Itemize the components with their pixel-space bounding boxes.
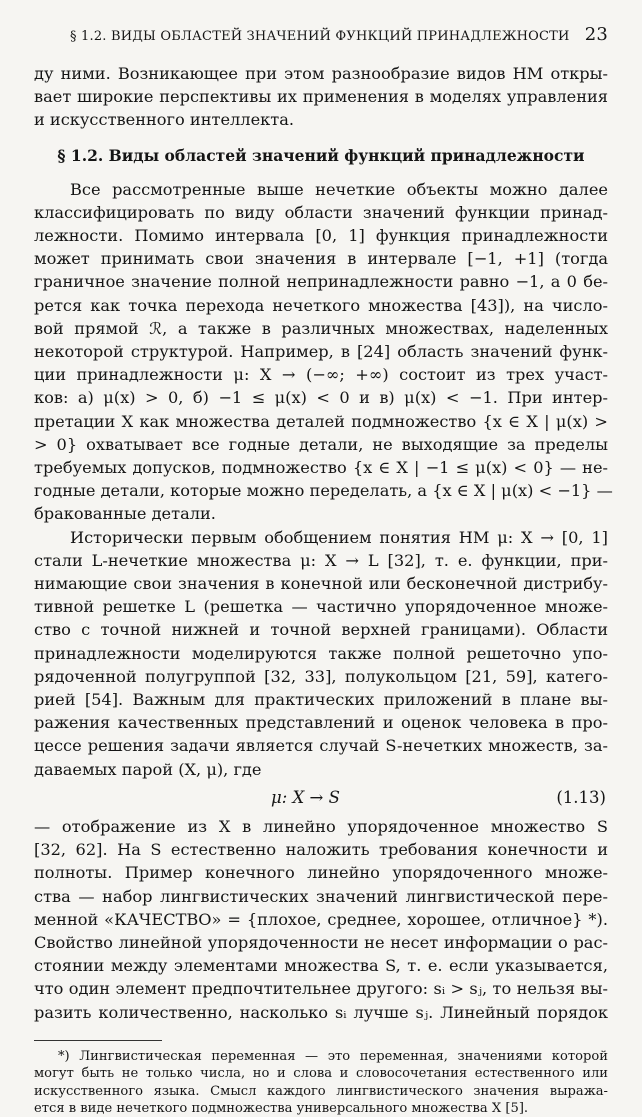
- text-line: стали L-нечеткие множества μ: X → L [32], т. е. функции, при-: [34, 550, 608, 570]
- footnote-line: *) Лингвистическая переменная — это переменная, значениями которой: [58, 1048, 608, 1064]
- formula-expression: μ: X → S: [271, 787, 340, 807]
- text-line: претации X как множества деталей подмножество {x ∈ X | μ(x) >: [34, 411, 608, 431]
- text-line: бракованные детали.: [34, 504, 216, 524]
- text-line: классифицировать по виду области значений функции принад-: [34, 202, 608, 222]
- page-body: [34, 62, 613, 1117]
- footnote-line: могут быть не только числа, но и слова и словосочетания естественного или: [34, 1066, 608, 1082]
- text-line: цессе решения задачи является случай S-нечетких множеств, за-: [34, 736, 608, 756]
- running-header: [70, 24, 608, 45]
- text-line: полноты. Пример конечного линейно упорядоченного множе-: [34, 863, 608, 883]
- footnote: [34, 1048, 608, 1117]
- text-line: Свойство линейной упорядоченности не несет информации о рас-: [34, 932, 608, 952]
- text-line: может принимать свои значения в интервале [−1, +1] (тогда: [34, 249, 608, 269]
- text-line: годные детали, которые можно переделать, а {x ∈ X | μ(x) < −1} —: [34, 481, 613, 501]
- text-line: вой прямой ℛ, а также в различных множествах, наделенных: [34, 318, 608, 338]
- running-header-title: § 1.2. ВИДЫ ОБЛАСТЕЙ ЗНАЧЕНИЙ ФУНКЦИЙ ПРИНАДЛЕЖНОСТИ: [70, 29, 570, 44]
- text-line: Исторически первым обобщением понятия НМ μ: X → [0, 1]: [70, 527, 608, 547]
- text-line: нимающие свои значения в конечной или бесконечной дистрибу-: [34, 574, 608, 594]
- text-line: ражения качественных представлений и оценок человека в про-: [34, 713, 608, 733]
- page-number: 23: [584, 24, 608, 45]
- text-line: даваемых парой (X, μ), где: [34, 759, 262, 779]
- text-line: граничное значение полной непринадлежности равно −1, а 0 бе-: [34, 272, 608, 292]
- display-formula: [34, 781, 608, 815]
- text-line: [32, 62]. На S естественно наложить требования конечности и: [34, 840, 608, 860]
- text-line: требуемых допусков, подмножество {x ∈ X | −1 ≤ μ(x) < 0} — не-: [34, 458, 608, 478]
- footnote-line: искусственного языка. Смысл каждого лингвистического значения выража-: [34, 1083, 608, 1099]
- text-line: стоянии между элементами множества S, т. е. если указывается,: [34, 956, 608, 976]
- text-line: некоторой структурой. Например, в [24] область значений функ-: [34, 342, 608, 362]
- paragraph-3: [34, 815, 608, 1024]
- text-line: разить количественно, насколько sᵢ лучше sⱼ. Линейный порядок: [34, 1002, 608, 1022]
- paragraph-2: [34, 526, 608, 781]
- text-line: лежности. Помимо интервала [0, 1] функция принадлежности: [34, 226, 608, 246]
- intro-paragraph: [34, 62, 608, 132]
- text-line: тивной решетке L (решетка — частично упорядоченное множе-: [34, 597, 608, 617]
- footnote-divider: [34, 1040, 162, 1041]
- text-line: вает широкие перспективы их применения в моделях управления: [34, 87, 608, 107]
- text-line: принадлежности моделируются также полной решеточно упо-: [34, 643, 608, 663]
- text-line: ду ними. Возникающее при этом разнообразие видов НМ откры-: [34, 64, 608, 83]
- text-line: и искусственного интеллекта.: [34, 110, 295, 130]
- text-line: менной «КАЧЕСТВО» = {плохое, среднее, хорошее, отличное} *).: [34, 909, 608, 929]
- text-line: рией [54]. Важным для практических приложений в плане вы-: [34, 690, 608, 710]
- formula-number: (1.13): [556, 787, 606, 807]
- text-line: Все рассмотренные выше нечеткие объекты можно далее: [70, 179, 608, 199]
- text-line: > 0} охватывает все годные детали, не выходящие за пределы: [34, 434, 608, 454]
- text-line: ков: а) μ(x) > 0, б) −1 ≤ μ(x) < 0 и в) μ(x) < −1. При интер-: [34, 388, 608, 408]
- section-heading: § 1.2. Виды областей значений функций принадлежности: [57, 145, 585, 165]
- text-line: ство с точной нижней и точной верхней границами). Области: [34, 620, 608, 640]
- footnote-line: ется в виде нечеткого подмножества универсального множества X [5].: [34, 1100, 529, 1116]
- paragraph-1: [34, 178, 613, 526]
- text-line: — отображение из X в линейно упорядоченное множество S: [34, 816, 608, 836]
- text-line: рется как точка перехода нечеткого множества [43]), на число-: [34, 295, 608, 315]
- text-line: что один элемент предпочтительнее другого: sᵢ > sⱼ, то нельзя вы-: [34, 979, 608, 999]
- text-line: ства — набор лингвистических значений лингвистической пере-: [34, 886, 608, 906]
- text-line: ции принадлежности μ: X → (−∞; +∞) состоит из трех участ-: [34, 365, 608, 385]
- text-line: рядоченной полугруппой [32, 33], полукольцом [21, 59], катего-: [34, 666, 608, 686]
